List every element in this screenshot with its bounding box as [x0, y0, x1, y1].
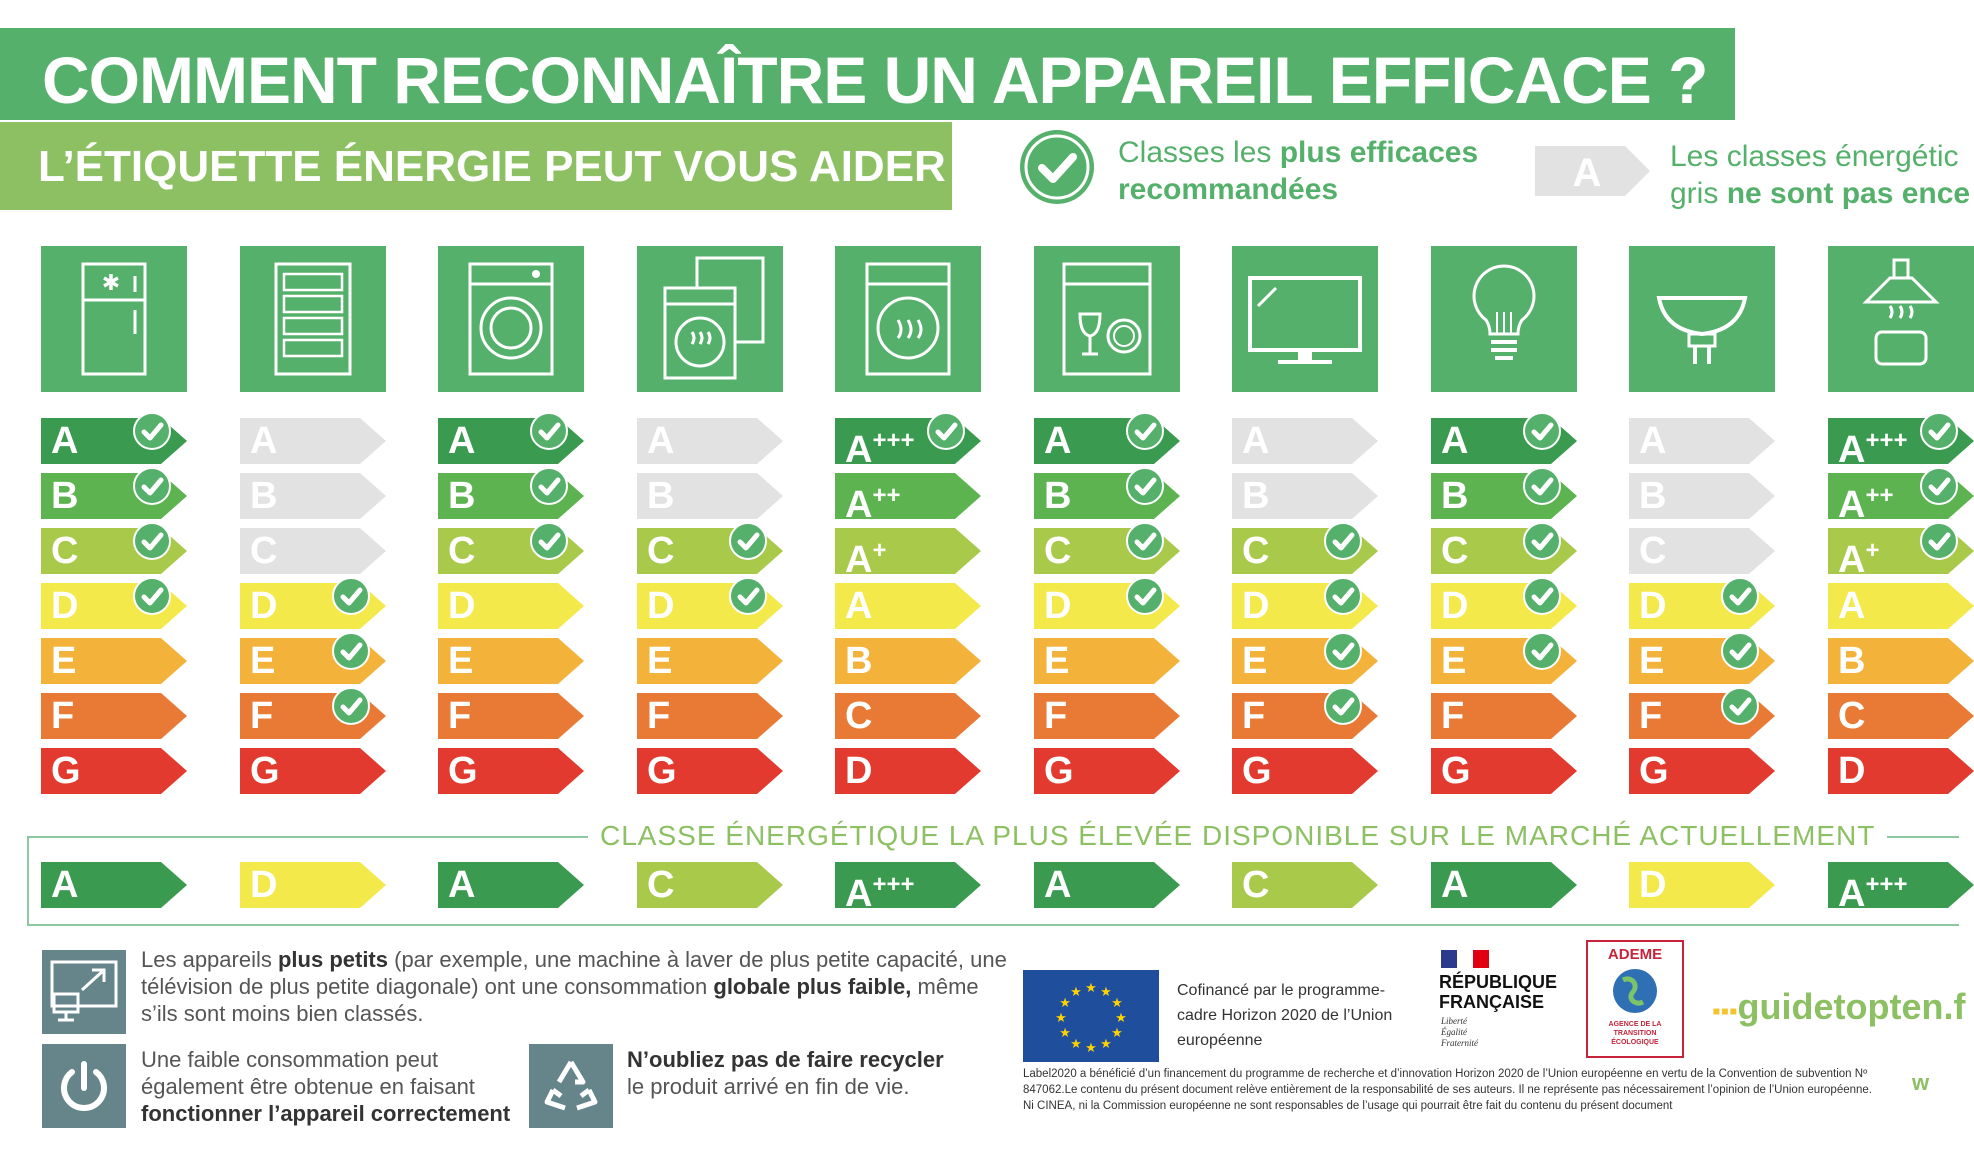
rating-arrow	[1629, 748, 1775, 794]
check-icon	[1920, 467, 1958, 505]
rating-label: G	[250, 750, 280, 792]
usage-2: également être obtenue en faisant	[141, 1074, 475, 1099]
rating-label-plus: +++	[1865, 871, 1908, 898]
rating-label-plus: +++	[872, 871, 915, 898]
rating-label: C	[1242, 530, 1270, 572]
rating-label: G	[448, 750, 478, 792]
legend-grey-line1: Les classes énergétic	[1670, 140, 1959, 173]
recycle-text	[627, 1046, 944, 1100]
smaller-1b: plus petits	[277, 947, 388, 972]
rating-arrow	[41, 748, 187, 794]
market-rating-arrow	[41, 862, 187, 908]
smaller-2b: globale plus faible,	[713, 974, 912, 999]
eu-star-icon: ★	[1111, 1025, 1123, 1040]
rating-label: C	[1838, 695, 1866, 737]
rating-label: F	[1441, 695, 1465, 737]
rating-arrow	[1629, 418, 1775, 464]
check-icon	[133, 577, 171, 615]
rating-label: B	[1242, 475, 1270, 517]
rating-arrow	[1034, 693, 1180, 739]
rating-arrow	[240, 528, 386, 574]
check-icon	[1324, 522, 1362, 560]
check-icon	[1523, 412, 1561, 450]
rating-label: D	[1639, 585, 1667, 627]
rating-arrow	[835, 473, 981, 526]
screen-size-icon	[42, 950, 126, 1034]
rating-label: C	[647, 530, 675, 572]
spot-lamp-icon	[1629, 246, 1775, 392]
rating-arrow	[1232, 418, 1378, 464]
ademe-name: ADEME	[1607, 946, 1663, 963]
topten-sub: w	[1912, 1070, 1930, 1095]
check-icon	[1721, 577, 1759, 615]
check-icon	[530, 412, 568, 450]
eu-star-icon: ★	[1059, 1025, 1071, 1040]
republique-francaise-logo	[1437, 950, 1567, 1060]
rating-label: C	[845, 695, 873, 737]
rating-label: E	[1044, 640, 1070, 682]
rating-label: C	[1044, 530, 1072, 572]
rating-label: D	[1441, 585, 1469, 627]
rating-label: C	[1441, 530, 1469, 572]
rating-label: E	[647, 640, 673, 682]
rating-arrow	[835, 693, 981, 739]
check-icon	[1324, 687, 1362, 725]
check-icon	[927, 412, 965, 450]
rating-label: A	[1044, 864, 1072, 906]
rating-label: A++	[1838, 482, 1894, 526]
rating-label: A	[51, 864, 79, 906]
usage-text	[141, 1046, 510, 1127]
rating-arrow	[1431, 693, 1577, 739]
topten-dots-icon: ▪▪▪	[1712, 998, 1738, 1025]
eu-1: Cofinancé par le programme-	[1177, 982, 1386, 999]
rating-label: E	[1639, 640, 1665, 682]
rf-motto-2: Égalité	[1441, 1027, 1467, 1037]
globe-icon	[1605, 966, 1665, 1016]
rating-label: A+++	[1838, 871, 1908, 915]
washer-dryer-icon	[637, 246, 783, 392]
market-rating-arrow	[1232, 862, 1378, 908]
rating-label: B	[448, 475, 476, 517]
usage-3: fonctionner l’appareil correctement	[141, 1101, 511, 1126]
rating-label: C	[250, 530, 278, 572]
rf-2: FRANÇAISE	[1439, 992, 1545, 1012]
rating-arrow	[637, 638, 783, 684]
power-icon	[42, 1044, 126, 1128]
market-rating-arrow	[1034, 862, 1180, 908]
rating-arrow	[1828, 583, 1974, 629]
rating-label-plus: +	[872, 537, 887, 564]
rating-label: D	[250, 585, 278, 627]
legend-grey-bold: ne sont pas ence	[1726, 177, 1971, 210]
check-icon	[1126, 412, 1164, 450]
smaller-2c: même	[911, 974, 979, 999]
rating-label: A	[448, 420, 476, 462]
rating-label: B	[647, 475, 675, 517]
rating-arrow	[1431, 748, 1577, 794]
rating-label: F	[51, 695, 75, 737]
check-icon	[1523, 577, 1561, 615]
rating-arrow	[1828, 693, 1974, 739]
check-icon	[332, 632, 370, 670]
rating-label-plus: +	[1865, 537, 1880, 564]
rating-label: E	[250, 640, 276, 682]
rating-label: B	[1441, 475, 1469, 517]
check-icon	[1920, 412, 1958, 450]
rating-arrow	[1034, 638, 1180, 684]
title-banner	[0, 28, 1735, 120]
check-icon	[729, 522, 767, 560]
usage-1: Une faible consommation peut	[141, 1047, 439, 1072]
page-subtitle: L’ÉTIQUETTE ÉNERGIE PEUT VOUS AIDER	[38, 142, 946, 191]
eu-star-icon: ★	[1100, 984, 1112, 1000]
rating-label: A	[1838, 585, 1866, 627]
rating-label: D	[1242, 585, 1270, 627]
rating-label: G	[51, 750, 81, 792]
rating-label: A	[250, 420, 278, 462]
ademe-sub-2: TRANSITION	[1613, 1030, 1657, 1037]
eu-star-icon: ★	[1111, 995, 1123, 1010]
eu-3: européenne	[1177, 1032, 1263, 1049]
topten-text: guidetopten.f	[1737, 986, 1966, 1027]
rating-label: D	[1838, 750, 1866, 792]
eu-star-icon: ★	[1059, 995, 1071, 1010]
legal-notice: Label2020 a bénéficié d’un financement du programme de recherche et d’innovation Horizon 2020 de l’Union européenne en vertu de la Convention de subvention Nº 847062.Le contenu du présent document relève entièrement de la responsabilité de ses auteurs. Il ne représente pas nécessairement l’opinion de l’Union européenne. Ni CINEA, ni la Commission européenne ne sont responsables de l’usage qui pourrait être fait du contenu du présent document	[1023, 1068, 1873, 1112]
rating-label: C	[448, 530, 476, 572]
rating-label: B	[845, 640, 873, 682]
rating-arrow	[438, 638, 584, 684]
rating-label: C	[1639, 530, 1667, 572]
rating-label: A	[1441, 420, 1469, 462]
market-rating-arrow	[835, 862, 981, 915]
grey-arrow-label: A	[1572, 151, 1602, 195]
rating-arrow	[438, 693, 584, 739]
rf-motto-1: Liberté	[1441, 1016, 1467, 1026]
rating-arrow	[1232, 473, 1378, 519]
recycle-1: N’oubliez pas de faire recycler	[627, 1047, 944, 1072]
rating-label: D	[845, 750, 873, 792]
smaller-appliances-text	[141, 946, 1007, 1027]
check-icon	[332, 687, 370, 725]
check-icon	[530, 467, 568, 505]
rating-label: F	[1242, 695, 1266, 737]
rating-label: E	[1441, 640, 1467, 682]
rating-label: A	[51, 420, 79, 462]
rating-label: D	[51, 585, 79, 627]
market-rating-arrow	[1629, 862, 1775, 908]
eu-star-icon: ★	[1115, 1010, 1127, 1025]
recycle-2: le produit arrivé en fin de vie.	[627, 1074, 910, 1099]
dishwasher-icon	[1034, 246, 1180, 392]
light-bulb-icon	[1431, 246, 1577, 392]
rating-label: C	[1242, 864, 1270, 906]
rating-label: G	[1242, 750, 1272, 792]
rating-label: A	[1441, 864, 1469, 906]
check-icon	[133, 522, 171, 560]
television-icon	[1232, 246, 1378, 392]
rating-label-plus: +++	[872, 427, 915, 454]
rating-label: E	[1242, 640, 1268, 682]
legend-recommended-bold: plus efficaces	[1279, 136, 1479, 169]
smaller-1c: (par exemple, une machine à laver de plus petite capacité, une	[388, 947, 1007, 972]
market-rating-arrow	[240, 862, 386, 908]
eu-flag-icon	[1023, 970, 1159, 1062]
rating-arrow	[438, 748, 584, 794]
rating-label: A+	[845, 537, 887, 581]
check-icon	[1324, 632, 1362, 670]
rating-arrow	[1828, 638, 1974, 684]
guidetopten-logo	[1712, 986, 1965, 1028]
check-icon	[1721, 632, 1759, 670]
rating-arrow	[637, 693, 783, 739]
washing-machine-icon	[438, 246, 584, 392]
legend-recommended-line2: recommandées	[1118, 173, 1339, 206]
rating-label: G	[647, 750, 677, 792]
legend-grey-text	[1670, 138, 1970, 212]
check-icon	[133, 412, 171, 450]
rating-arrow	[835, 528, 981, 581]
smaller-2a: télévision de plus petite diagonale) ont une consommation	[141, 974, 714, 999]
rating-label-plus: ++	[872, 482, 901, 509]
legend-recommended-text	[1118, 134, 1478, 208]
fridge-icon	[41, 246, 187, 392]
rating-label: G	[1639, 750, 1669, 792]
legend-recommended-pre: Classes les	[1118, 136, 1280, 169]
rating-label: B	[1639, 475, 1667, 517]
rating-arrow	[1629, 528, 1775, 574]
rating-label-plus: +++	[1865, 427, 1908, 454]
check-icon	[1523, 522, 1561, 560]
rating-arrow	[1629, 473, 1775, 519]
market-rating-arrow	[438, 862, 584, 908]
page-title: COMMENT RECONNAÎTRE UN APPAREIL EFFICACE ?	[42, 43, 1708, 117]
check-icon	[1523, 632, 1561, 670]
check-icon	[133, 467, 171, 505]
rating-label: F	[250, 695, 274, 737]
rating-arrow	[637, 473, 783, 519]
svg-text:✱: ✱	[101, 270, 121, 295]
rf-1: RÉPUBLIQUE	[1439, 972, 1558, 992]
check-icon	[1721, 687, 1759, 725]
eu-funding-text	[1177, 978, 1392, 1053]
check-icon	[530, 522, 568, 560]
ademe-sub-3: ÉCOLOGIQUE	[1611, 1039, 1659, 1046]
rating-arrow	[1232, 748, 1378, 794]
recommended-check-icon	[1020, 130, 1094, 204]
market-rating-arrow	[637, 862, 783, 908]
recycle-icon	[529, 1044, 613, 1128]
rating-label: A	[1044, 420, 1072, 462]
grey-arrow-sample	[1535, 146, 1650, 196]
rating-label: F	[647, 695, 671, 737]
rating-label: F	[1639, 695, 1663, 737]
rating-label: G	[1044, 750, 1074, 792]
rating-label: C	[647, 864, 675, 906]
rating-label: D	[647, 585, 675, 627]
rating-arrow	[438, 583, 584, 629]
check-icon	[1920, 522, 1958, 560]
rating-arrow	[835, 638, 981, 684]
legend-grey-pre: gris	[1670, 177, 1727, 210]
rating-label: D	[1639, 864, 1667, 906]
rating-label: B	[51, 475, 79, 517]
ademe-sub-1: AGENCE DE LA	[1608, 1021, 1662, 1028]
rating-label: F	[1044, 695, 1068, 737]
rating-label: A	[1639, 420, 1667, 462]
rating-label: A	[845, 585, 873, 627]
rating-label: A+++	[845, 871, 915, 915]
market-rating-arrow	[1828, 862, 1974, 915]
eu-2: cadre Horizon 2020 de l’Union	[1177, 1007, 1393, 1024]
rating-arrow	[240, 748, 386, 794]
rating-label: A+++	[845, 427, 915, 471]
ademe-logo	[1586, 940, 1684, 1058]
range-hood-icon	[1828, 246, 1974, 392]
rating-label-plus: ++	[1865, 482, 1894, 509]
rating-label: E	[448, 640, 474, 682]
rating-label: G	[1441, 750, 1471, 792]
eu-star-icon: ★	[1085, 980, 1097, 995]
check-icon	[1126, 467, 1164, 505]
rating-label: F	[448, 695, 472, 737]
rating-label: D	[448, 585, 476, 627]
rating-arrow	[835, 583, 981, 629]
check-icon	[1324, 577, 1362, 615]
check-icon	[332, 577, 370, 615]
check-icon	[1126, 522, 1164, 560]
eu-star-icon: ★	[1085, 1040, 1097, 1055]
eu-star-icon: ★	[1055, 1010, 1067, 1025]
rating-label: A+	[1838, 537, 1880, 581]
rating-label: A+++	[1838, 427, 1908, 471]
rating-arrow	[240, 473, 386, 519]
rating-label: C	[51, 530, 79, 572]
rating-arrow	[240, 418, 386, 464]
subtitle-banner	[0, 122, 952, 210]
rating-label: B	[250, 475, 278, 517]
smaller-1a: Les appareils	[141, 947, 278, 972]
rating-arrow	[637, 418, 783, 464]
rating-label: D	[1044, 585, 1072, 627]
rating-label: A	[448, 864, 476, 906]
eu-star-icon: ★	[1070, 984, 1082, 1000]
rating-label: A++	[845, 482, 901, 526]
eu-star-icon: ★	[1100, 1035, 1112, 1051]
market-rating-arrow	[1431, 862, 1577, 908]
rating-label: B	[1838, 640, 1866, 682]
rating-arrow	[1828, 748, 1974, 794]
rating-arrow	[1034, 748, 1180, 794]
rating-label: A	[647, 420, 675, 462]
market-title: CLASSE ÉNERGÉTIQUE LA PLUS ÉLEVÉE DISPONIBLE SUR LE MARCHÉ ACTUELLEMENT	[588, 820, 1887, 852]
rating-arrow	[637, 748, 783, 794]
rating-arrow	[41, 638, 187, 684]
rating-label: A	[1242, 420, 1270, 462]
rating-label: E	[51, 640, 77, 682]
rf-motto-3: Fraternité	[1441, 1038, 1478, 1048]
check-icon	[729, 577, 767, 615]
rating-label: D	[250, 864, 278, 906]
rating-arrow	[41, 693, 187, 739]
tumble-dryer-icon	[835, 246, 981, 392]
wine-cabinet-icon	[240, 246, 386, 392]
check-icon	[1523, 467, 1561, 505]
smaller-3: s’ils sont moins bien classés.	[141, 1001, 424, 1026]
rating-label: B	[1044, 475, 1072, 517]
check-icon	[1126, 577, 1164, 615]
eu-star-icon: ★	[1070, 1035, 1082, 1051]
rating-arrow	[835, 748, 981, 794]
